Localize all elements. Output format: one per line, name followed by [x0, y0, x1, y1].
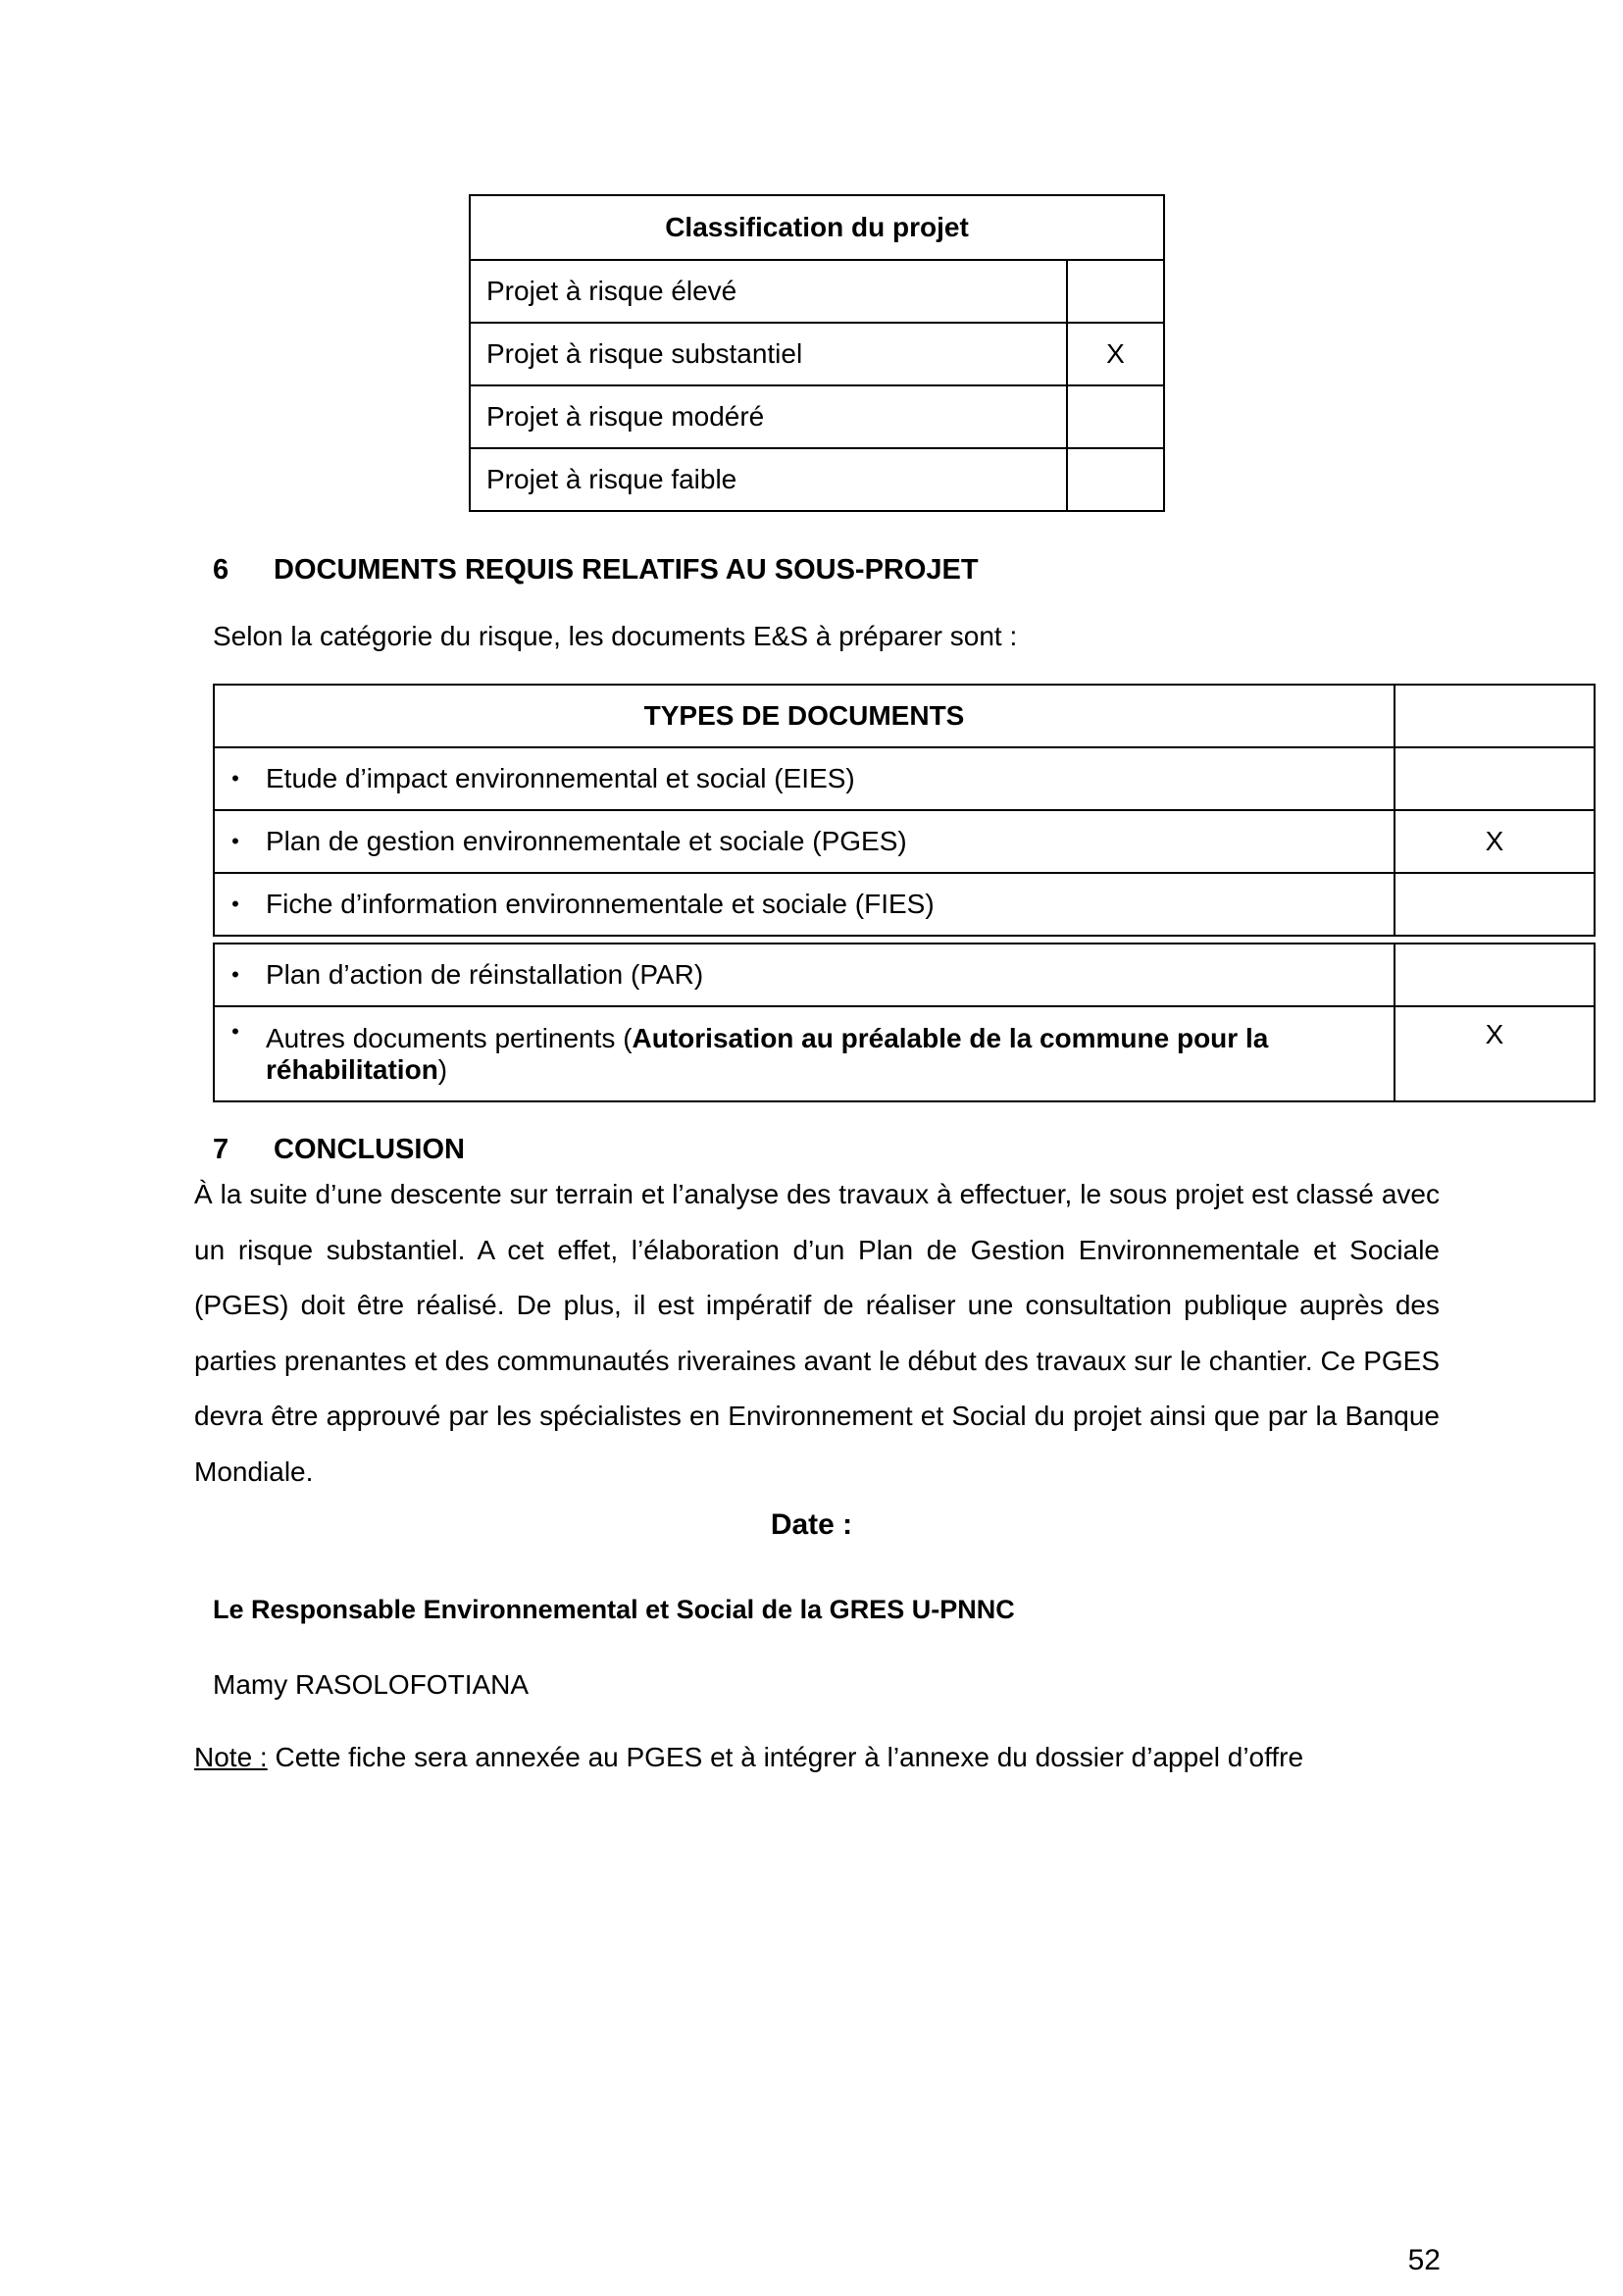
classification-label: Projet à risque faible	[470, 448, 1067, 511]
classification-mark: X	[1067, 323, 1164, 385]
document-mark: X	[1395, 1006, 1595, 1101]
table-row	[214, 747, 1595, 810]
conclusion-text	[194, 1167, 1440, 1500]
bullet-icon: •	[214, 810, 256, 873]
bullet-icon: •	[214, 944, 256, 1006]
classification-table	[469, 194, 1165, 512]
table-row	[214, 873, 1595, 936]
document-mark: X	[1395, 810, 1595, 873]
table-row	[470, 323, 1164, 385]
conclusion-paragraph: À la suite d’une descente sur terrain et l’analyse des travaux à effectuer, le sous projet est classé avec un risque substantiel. A cet effet, l’élaboration d’un Plan de Gestion Environnementale et Sociale (PGES) doit être réalisé. De plus, il est impératif de réaliser une consultation publique auprès des parties prenantes et des communautés riveraines avant le début des travaux sur le chantier. Ce PGES devra être approuvé par les spécialistes en Environnement et Social du projet ainsi que par la Banque Mondiale.	[194, 1179, 1440, 1487]
document-label-suffix: )	[437, 1053, 448, 1085]
document-label-bold: Autorisation au préalable de la commune pour la réhabilitation	[266, 1022, 1269, 1085]
section-number: 6	[213, 554, 229, 586]
classification-header: Classification du projet	[470, 195, 1164, 260]
section-7-heading	[213, 1134, 465, 1166]
classification-label: Projet à risque élevé	[470, 260, 1067, 323]
classification-mark	[1067, 385, 1164, 448]
document-label: Etude d’impact environnemental et social (EIES)	[256, 747, 1395, 810]
bullet-icon: •	[214, 1006, 256, 1101]
page-number: 52	[1407, 2244, 1441, 2276]
table-gap	[214, 936, 1595, 944]
document-label: Plan de gestion environnementale et sociale (PGES)	[256, 810, 1395, 873]
classification-label: Projet à risque modéré	[470, 385, 1067, 448]
document-mark	[1395, 873, 1595, 936]
note	[194, 1742, 1303, 1773]
classification-mark	[1067, 260, 1164, 323]
documents-table	[213, 684, 1596, 1102]
note-label: Note :	[194, 1742, 268, 1772]
document-label	[256, 1006, 1395, 1101]
table-row	[214, 810, 1595, 873]
signatory-name: Mamy RASOLOFOTIANA	[213, 1669, 530, 1700]
documents-header: TYPES DE DOCUMENTS	[214, 685, 1395, 747]
bullet-icon: •	[214, 747, 256, 810]
document-mark	[1395, 747, 1595, 810]
table-row	[470, 260, 1164, 323]
classification-label: Projet à risque substantiel	[470, 323, 1067, 385]
section-number: 7	[213, 1134, 229, 1165]
section-6-heading	[213, 554, 979, 587]
bullet-icon: •	[214, 873, 256, 936]
note-text: Cette fiche sera annexée au PGES et à intégrer à l’annexe du dossier d’appel d’offre	[267, 1742, 1304, 1772]
section-6-intro: Selon la catégorie du risque, les documents E&S à préparer sont :	[213, 621, 1018, 651]
document-label: Fiche d’information environnementale et sociale (FIES)	[256, 873, 1395, 936]
signatory-role: Le Responsable Environnemental et Social de la GRES U-PNNC	[213, 1595, 1015, 1624]
table-row	[214, 944, 1595, 1006]
date-label: Date :	[770, 1508, 853, 1541]
classification-mark	[1067, 448, 1164, 511]
documents-header-mark	[1395, 685, 1595, 747]
table-row	[214, 1006, 1595, 1101]
document-label-prefix: Autres documents pertinents (	[266, 1022, 633, 1053]
table-row	[470, 448, 1164, 511]
document-mark	[1395, 944, 1595, 1006]
section-title: CONCLUSION	[274, 1134, 465, 1165]
section-title: DOCUMENTS REQUIS RELATIFS AU SOUS-PROJET	[274, 554, 979, 586]
document-label: Plan d’action de réinstallation (PAR)	[256, 944, 1395, 1006]
table-row	[470, 385, 1164, 448]
